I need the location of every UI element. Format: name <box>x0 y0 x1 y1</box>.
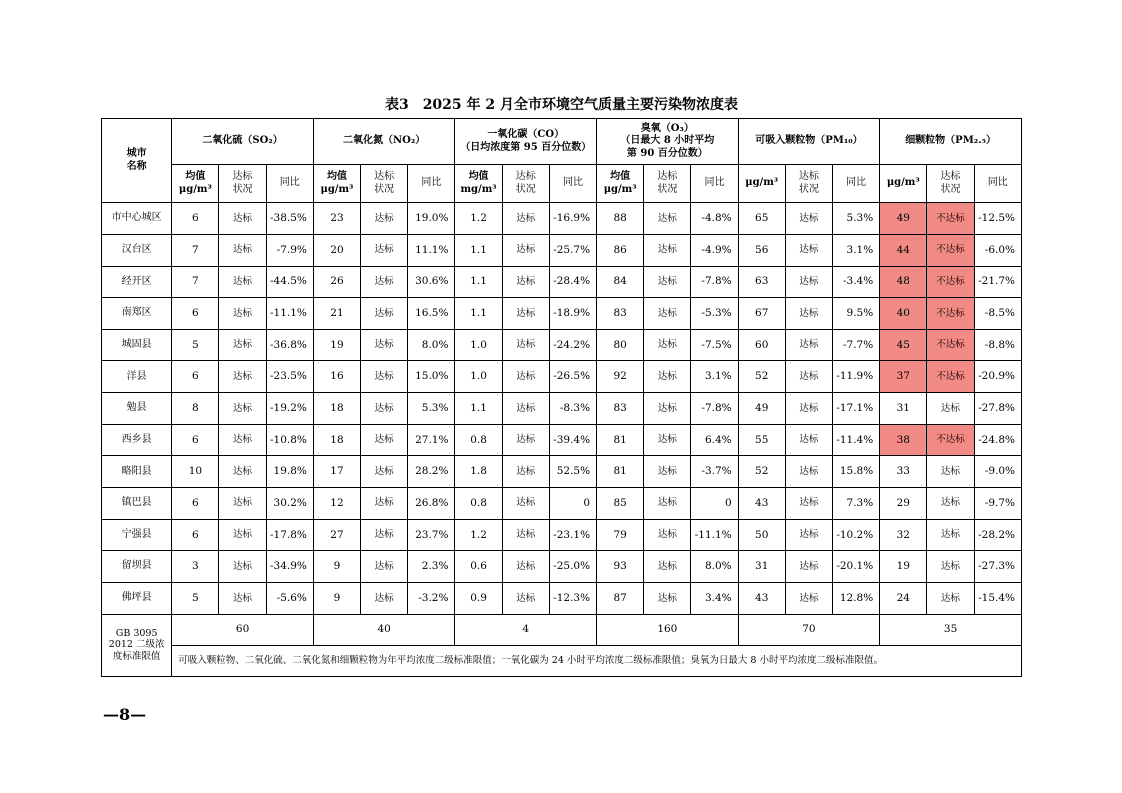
so2-status: 达标 <box>219 329 266 361</box>
pm10-yoy: -11.4% <box>833 424 880 456</box>
no2-value: 18 <box>313 393 360 425</box>
so2-value: 5 <box>172 583 219 615</box>
co-yoy: -39.4% <box>549 424 596 456</box>
subheader-unit: μg/m³ <box>738 165 785 203</box>
co-status: 达标 <box>502 361 549 393</box>
co-value: 1.1 <box>455 234 502 266</box>
o3-status: 达标 <box>644 488 691 520</box>
table-row <box>102 456 1022 488</box>
pm25-yoy: -6.0% <box>974 234 1021 266</box>
city-name: 南郑区 <box>102 298 172 330</box>
o3-value: 86 <box>597 234 644 266</box>
o3-status: 达标 <box>644 456 691 488</box>
pm10-status: 达标 <box>785 551 832 583</box>
subheader-status: 达标 状况 <box>785 165 832 203</box>
co-status: 达标 <box>502 424 549 456</box>
o3-status: 达标 <box>644 329 691 361</box>
no2-yoy: 8.0% <box>408 329 455 361</box>
o3-yoy: 8.0% <box>691 551 738 583</box>
no2-status: 达标 <box>361 361 408 393</box>
pm25-status: 不达标 <box>927 361 974 393</box>
pm10-status: 达标 <box>785 424 832 456</box>
pm10-status: 达标 <box>785 488 832 520</box>
o3-value: 93 <box>597 551 644 583</box>
header-no2: 二氧化氮（NO₂） <box>313 119 455 165</box>
no2-yoy: 30.6% <box>408 266 455 298</box>
pm10-value: 43 <box>738 583 785 615</box>
pm25-status: 达标 <box>927 551 974 583</box>
so2-status: 达标 <box>219 203 266 235</box>
co-yoy: 0 <box>549 488 596 520</box>
pm10-value: 60 <box>738 329 785 361</box>
pm10-value: 52 <box>738 456 785 488</box>
table-row <box>102 519 1022 551</box>
o3-status: 达标 <box>644 583 691 615</box>
no2-yoy: 15.0% <box>408 361 455 393</box>
table-row <box>102 393 1022 425</box>
pm10-value: 63 <box>738 266 785 298</box>
pm25-value: 31 <box>880 393 927 425</box>
pm25-status: 不达标 <box>927 298 974 330</box>
co-yoy: 52.5% <box>549 456 596 488</box>
pm10-status: 达标 <box>785 456 832 488</box>
subheader-avg: 均值 mg/m³ <box>455 165 502 203</box>
page-number: —8— <box>103 705 147 724</box>
header-co: 一氧化碳（CO） （日均浓度第 95 百分位数） <box>455 119 597 165</box>
co-value: 1.1 <box>455 266 502 298</box>
so2-yoy: 19.8% <box>266 456 313 488</box>
pm25-yoy: -27.3% <box>974 551 1021 583</box>
pm10-value: 56 <box>738 234 785 266</box>
co-yoy: -16.9% <box>549 203 596 235</box>
so2-value: 7 <box>172 266 219 298</box>
header-pm10: 可吸入颗粒物（PM₁₀） <box>738 119 880 165</box>
pm25-value: 49 <box>880 203 927 235</box>
so2-status: 达标 <box>219 393 266 425</box>
standard-pm10: 70 <box>738 614 880 645</box>
so2-status: 达标 <box>219 488 266 520</box>
subheader-avg: 均值 μg/m³ <box>172 165 219 203</box>
so2-value: 6 <box>172 361 219 393</box>
no2-value: 9 <box>313 551 360 583</box>
co-status: 达标 <box>502 298 549 330</box>
o3-yoy: -5.3% <box>691 298 738 330</box>
co-status: 达标 <box>502 583 549 615</box>
o3-yoy: -4.9% <box>691 234 738 266</box>
pm10-value: 50 <box>738 519 785 551</box>
pm10-yoy: -10.2% <box>833 519 880 551</box>
standard-so2: 60 <box>172 614 314 645</box>
o3-yoy: -11.1% <box>691 519 738 551</box>
pm10-status: 达标 <box>785 583 832 615</box>
o3-value: 83 <box>597 298 644 330</box>
subheader-status: 达标 状况 <box>644 165 691 203</box>
no2-status: 达标 <box>361 551 408 583</box>
no2-value: 27 <box>313 519 360 551</box>
pm10-yoy: -11.9% <box>833 361 880 393</box>
o3-value: 88 <box>597 203 644 235</box>
no2-status: 达标 <box>361 456 408 488</box>
pm25-yoy: -12.5% <box>974 203 1021 235</box>
city-name: 留坝县 <box>102 551 172 583</box>
pm10-yoy: 7.3% <box>833 488 880 520</box>
table-row <box>102 583 1022 615</box>
pm25-yoy: -9.0% <box>974 456 1021 488</box>
o3-status: 达标 <box>644 519 691 551</box>
table-row <box>102 329 1022 361</box>
so2-status: 达标 <box>219 551 266 583</box>
so2-value: 6 <box>172 488 219 520</box>
pollutant-table <box>101 118 1022 677</box>
no2-status: 达标 <box>361 203 408 235</box>
city-name: 城固县 <box>102 329 172 361</box>
co-yoy: -23.1% <box>549 519 596 551</box>
pm25-status: 不达标 <box>927 234 974 266</box>
so2-status: 达标 <box>219 266 266 298</box>
subheader-status: 达标 状况 <box>502 165 549 203</box>
o3-yoy: -7.5% <box>691 329 738 361</box>
subheader-yoy: 同比 <box>549 165 596 203</box>
pm25-value: 37 <box>880 361 927 393</box>
pm10-yoy: -3.4% <box>833 266 880 298</box>
o3-value: 87 <box>597 583 644 615</box>
pm25-status: 不达标 <box>927 329 974 361</box>
so2-value: 6 <box>172 203 219 235</box>
no2-value: 9 <box>313 583 360 615</box>
subheader-yoy: 同比 <box>691 165 738 203</box>
o3-status: 达标 <box>644 234 691 266</box>
city-name: 镇巴县 <box>102 488 172 520</box>
co-value: 1.1 <box>455 393 502 425</box>
subheader-yoy: 同比 <box>833 165 880 203</box>
co-status: 达标 <box>502 203 549 235</box>
co-status: 达标 <box>502 266 549 298</box>
no2-value: 12 <box>313 488 360 520</box>
pm10-status: 达标 <box>785 266 832 298</box>
pm25-value: 48 <box>880 266 927 298</box>
no2-value: 23 <box>313 203 360 235</box>
no2-yoy: 26.8% <box>408 488 455 520</box>
co-value: 0.9 <box>455 583 502 615</box>
o3-yoy: -7.8% <box>691 266 738 298</box>
o3-value: 81 <box>597 456 644 488</box>
o3-status: 达标 <box>644 298 691 330</box>
pm10-yoy: -20.1% <box>833 551 880 583</box>
standard-o3: 160 <box>597 614 739 645</box>
co-status: 达标 <box>502 519 549 551</box>
no2-yoy: 2.3% <box>408 551 455 583</box>
so2-value: 8 <box>172 393 219 425</box>
co-status: 达标 <box>502 393 549 425</box>
co-yoy: -18.9% <box>549 298 596 330</box>
pm10-status: 达标 <box>785 203 832 235</box>
standard-co: 4 <box>455 614 597 645</box>
pm10-status: 达标 <box>785 234 832 266</box>
city-name: 汉台区 <box>102 234 172 266</box>
so2-value: 5 <box>172 329 219 361</box>
o3-yoy: 6.4% <box>691 424 738 456</box>
table-row <box>102 361 1022 393</box>
table-title: 表3 2025 年 2 月全市环境空气质量主要污染物浓度表 <box>384 97 739 113</box>
standard-pm25: 35 <box>880 614 1022 645</box>
table-row <box>102 424 1022 456</box>
pm25-value: 29 <box>880 488 927 520</box>
city-name: 宁强县 <box>102 519 172 551</box>
so2-yoy: -34.9% <box>266 551 313 583</box>
so2-value: 6 <box>172 424 219 456</box>
co-value: 0.6 <box>455 551 502 583</box>
subheader-yoy: 同比 <box>266 165 313 203</box>
so2-yoy: -36.8% <box>266 329 313 361</box>
no2-status: 达标 <box>361 266 408 298</box>
o3-value: 84 <box>597 266 644 298</box>
subheader-status: 达标 状况 <box>361 165 408 203</box>
co-value: 0.8 <box>455 424 502 456</box>
pm25-value: 38 <box>880 424 927 456</box>
o3-yoy: 3.4% <box>691 583 738 615</box>
so2-status: 达标 <box>219 361 266 393</box>
o3-status: 达标 <box>644 203 691 235</box>
no2-status: 达标 <box>361 329 408 361</box>
no2-status: 达标 <box>361 393 408 425</box>
o3-status: 达标 <box>644 551 691 583</box>
pm25-value: 45 <box>880 329 927 361</box>
so2-status: 达标 <box>219 424 266 456</box>
pm25-yoy: -21.7% <box>974 266 1021 298</box>
so2-status: 达标 <box>219 298 266 330</box>
header-city: 城市 名称 <box>102 119 172 203</box>
city-name: 西乡县 <box>102 424 172 456</box>
co-yoy: -12.3% <box>549 583 596 615</box>
so2-yoy: -44.5% <box>266 266 313 298</box>
pm25-status: 不达标 <box>927 266 974 298</box>
table-row <box>102 298 1022 330</box>
pm10-yoy: 3.1% <box>833 234 880 266</box>
co-status: 达标 <box>502 456 549 488</box>
o3-status: 达标 <box>644 424 691 456</box>
pm10-yoy: 12.8% <box>833 583 880 615</box>
header-o3: 臭氧（O₃） （日最大 8 小时平均 第 90 百分位数） <box>597 119 739 165</box>
pm25-status: 达标 <box>927 488 974 520</box>
standard-label: GB 3095 2012 二级浓 度标准限值 <box>102 614 172 676</box>
co-value: 1.0 <box>455 361 502 393</box>
city-name: 佛坪县 <box>102 583 172 615</box>
header-so2: 二氧化硫（SO₂） <box>172 119 314 165</box>
co-yoy: -25.7% <box>549 234 596 266</box>
no2-value: 17 <box>313 456 360 488</box>
pm10-yoy: -17.1% <box>833 393 880 425</box>
so2-status: 达标 <box>219 456 266 488</box>
so2-value: 3 <box>172 551 219 583</box>
pm25-value: 19 <box>880 551 927 583</box>
so2-value: 7 <box>172 234 219 266</box>
pm10-yoy: 5.3% <box>833 203 880 235</box>
o3-value: 85 <box>597 488 644 520</box>
pm10-status: 达标 <box>785 393 832 425</box>
standard-no2: 40 <box>313 614 455 645</box>
city-name: 市中心城区 <box>102 203 172 235</box>
no2-value: 21 <box>313 298 360 330</box>
no2-status: 达标 <box>361 488 408 520</box>
city-name: 略阳县 <box>102 456 172 488</box>
o3-yoy: -4.8% <box>691 203 738 235</box>
o3-yoy: -7.8% <box>691 393 738 425</box>
pm25-status: 不达标 <box>927 203 974 235</box>
o3-yoy: 0 <box>691 488 738 520</box>
pm25-yoy: -27.8% <box>974 393 1021 425</box>
no2-yoy: 19.0% <box>408 203 455 235</box>
no2-yoy: 16.5% <box>408 298 455 330</box>
no2-status: 达标 <box>361 519 408 551</box>
no2-status: 达标 <box>361 234 408 266</box>
city-name: 经开区 <box>102 266 172 298</box>
subheader-status: 达标 状况 <box>219 165 266 203</box>
co-status: 达标 <box>502 551 549 583</box>
pm25-yoy: -28.2% <box>974 519 1021 551</box>
so2-yoy: -5.6% <box>266 583 313 615</box>
table-row <box>102 488 1022 520</box>
no2-status: 达标 <box>361 583 408 615</box>
co-yoy: -26.5% <box>549 361 596 393</box>
o3-status: 达标 <box>644 393 691 425</box>
co-yoy: -28.4% <box>549 266 596 298</box>
so2-yoy: -23.5% <box>266 361 313 393</box>
o3-status: 达标 <box>644 266 691 298</box>
subheader-yoy: 同比 <box>974 165 1021 203</box>
pm10-value: 67 <box>738 298 785 330</box>
pm25-yoy: -9.7% <box>974 488 1021 520</box>
pm25-status: 不达标 <box>927 424 974 456</box>
pm25-yoy: -8.8% <box>974 329 1021 361</box>
pm10-yoy: 15.8% <box>833 456 880 488</box>
pm10-value: 65 <box>738 203 785 235</box>
pm10-value: 52 <box>738 361 785 393</box>
pm10-yoy: 9.5% <box>833 298 880 330</box>
pm25-value: 24 <box>880 583 927 615</box>
o3-value: 81 <box>597 424 644 456</box>
header-pm25: 细颗粒物（PM₂.₅） <box>880 119 1022 165</box>
o3-yoy: -3.7% <box>691 456 738 488</box>
o3-value: 92 <box>597 361 644 393</box>
table-row <box>102 551 1022 583</box>
no2-value: 16 <box>313 361 360 393</box>
no2-yoy: 23.7% <box>408 519 455 551</box>
no2-yoy: 27.1% <box>408 424 455 456</box>
city-name: 勉县 <box>102 393 172 425</box>
pm10-status: 达标 <box>785 361 832 393</box>
co-value: 1.0 <box>455 329 502 361</box>
so2-value: 6 <box>172 519 219 551</box>
o3-value: 79 <box>597 519 644 551</box>
no2-yoy: 11.1% <box>408 234 455 266</box>
o3-yoy: 3.1% <box>691 361 738 393</box>
pm25-status: 达标 <box>927 393 974 425</box>
pm10-status: 达标 <box>785 298 832 330</box>
no2-value: 18 <box>313 424 360 456</box>
o3-status: 达标 <box>644 361 691 393</box>
so2-value: 10 <box>172 456 219 488</box>
subheader-unit: μg/m³ <box>880 165 927 203</box>
subheader-status: 达标 状况 <box>927 165 974 203</box>
co-value: 1.2 <box>455 519 502 551</box>
table-row <box>102 266 1022 298</box>
no2-yoy: 5.3% <box>408 393 455 425</box>
no2-status: 达标 <box>361 424 408 456</box>
o3-value: 83 <box>597 393 644 425</box>
pm25-yoy: -15.4% <box>974 583 1021 615</box>
so2-yoy: -38.5% <box>266 203 313 235</box>
co-value: 0.8 <box>455 488 502 520</box>
pm25-yoy: -8.5% <box>974 298 1021 330</box>
so2-yoy: -11.1% <box>266 298 313 330</box>
no2-status: 达标 <box>361 298 408 330</box>
co-yoy: -8.3% <box>549 393 596 425</box>
so2-yoy: -10.8% <box>266 424 313 456</box>
co-value: 1.1 <box>455 298 502 330</box>
pm10-value: 31 <box>738 551 785 583</box>
no2-value: 19 <box>313 329 360 361</box>
no2-yoy: -3.2% <box>408 583 455 615</box>
table-row <box>102 234 1022 266</box>
city-name: 洋县 <box>102 361 172 393</box>
pm25-yoy: -24.8% <box>974 424 1021 456</box>
pm25-yoy: -20.9% <box>974 361 1021 393</box>
co-value: 1.2 <box>455 203 502 235</box>
so2-yoy: -19.2% <box>266 393 313 425</box>
no2-value: 20 <box>313 234 360 266</box>
subheader-yoy: 同比 <box>408 165 455 203</box>
no2-value: 26 <box>313 266 360 298</box>
so2-yoy: -7.9% <box>266 234 313 266</box>
so2-status: 达标 <box>219 583 266 615</box>
subheader-avg: 均值 μg/m³ <box>313 165 360 203</box>
table-row <box>102 203 1022 235</box>
pm10-value: 49 <box>738 393 785 425</box>
pm10-yoy: -7.7% <box>833 329 880 361</box>
pm10-status: 达标 <box>785 519 832 551</box>
co-status: 达标 <box>502 488 549 520</box>
pm25-value: 32 <box>880 519 927 551</box>
pm10-value: 43 <box>738 488 785 520</box>
so2-yoy: 30.2% <box>266 488 313 520</box>
pm25-value: 33 <box>880 456 927 488</box>
so2-status: 达标 <box>219 519 266 551</box>
co-yoy: -24.2% <box>549 329 596 361</box>
subheader-avg: 均值 μg/m³ <box>597 165 644 203</box>
pm25-value: 44 <box>880 234 927 266</box>
co-value: 1.8 <box>455 456 502 488</box>
pm25-value: 40 <box>880 298 927 330</box>
co-status: 达标 <box>502 234 549 266</box>
pm10-value: 55 <box>738 424 785 456</box>
no2-yoy: 28.2% <box>408 456 455 488</box>
co-status: 达标 <box>502 329 549 361</box>
pm25-status: 达标 <box>927 456 974 488</box>
so2-status: 达标 <box>219 234 266 266</box>
so2-value: 6 <box>172 298 219 330</box>
pm10-status: 达标 <box>785 329 832 361</box>
so2-yoy: -17.8% <box>266 519 313 551</box>
co-yoy: -25.0% <box>549 551 596 583</box>
o3-value: 80 <box>597 329 644 361</box>
pm25-status: 达标 <box>927 583 974 615</box>
pm25-status: 达标 <box>927 519 974 551</box>
standard-note: 可吸入颗粒物、二氧化硫、二氧化氮和细颗粒物为年平均浓度二级标准限值；一氧化碳为 24 小时平均浓度二级标准限值；臭氧为日最大 8 小时平均浓度二级标准限值。 <box>172 645 1022 676</box>
